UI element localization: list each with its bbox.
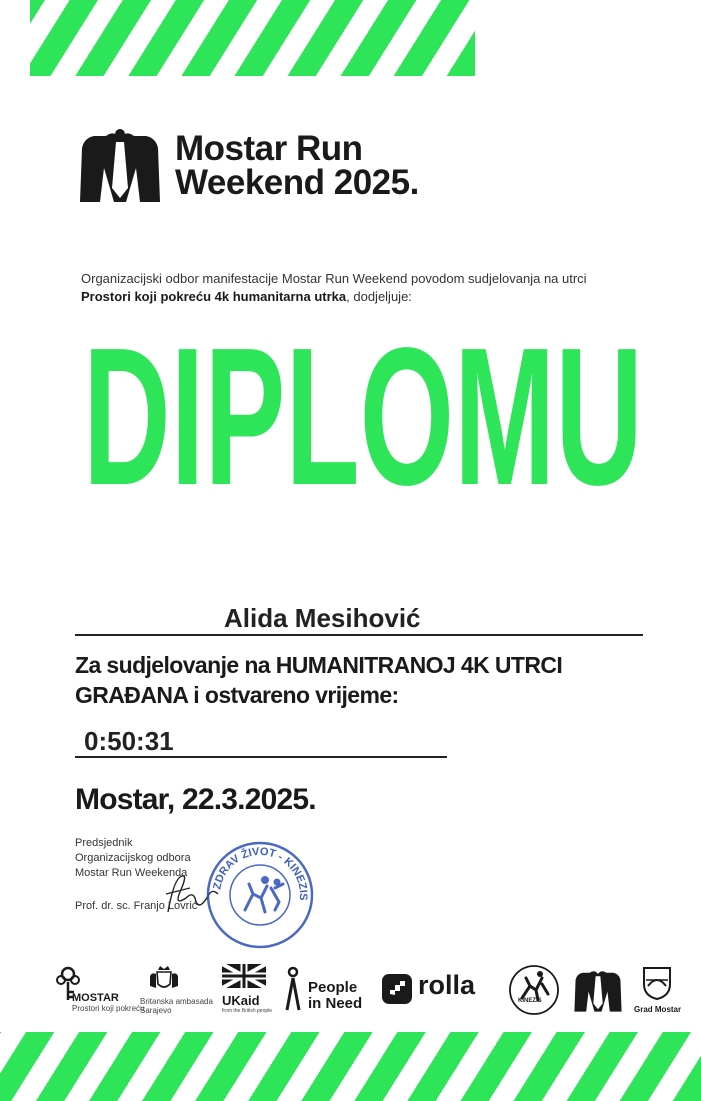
brand-line-1: Mostar Run	[175, 129, 363, 168]
embassy-line-1: Britanska ambasada	[140, 997, 213, 1006]
partner-grad-mostar	[634, 966, 694, 1014]
top-stripes	[30, 0, 475, 76]
pin-line-1: People	[308, 979, 358, 996]
award-line-2: GRAĐANA i ostvareno vrijeme:	[75, 682, 399, 708]
stamp-text: ZDRAV ŽIVOT - KINEZIS	[211, 845, 310, 901]
embassy-line-2: Sarajevo	[140, 1006, 172, 1015]
signer-line-1: Predsjednik	[75, 837, 133, 849]
award-text	[75, 650, 675, 710]
city-crest-icon	[642, 966, 672, 1000]
recipient-underline	[75, 634, 643, 636]
rolla-name: rolla	[418, 970, 476, 1000]
pin-line-2: in Need	[308, 995, 363, 1012]
diploma-title	[78, 306, 648, 494]
ukaid-sub: from the British people	[222, 1008, 273, 1014]
place-date: Mostar, 22.3.2025.	[75, 783, 316, 816]
partner-mostar	[54, 966, 145, 1013]
finish-time: 0:50:31	[84, 726, 174, 756]
partner-logos	[50, 960, 690, 1022]
runner-logo-icon	[78, 128, 162, 206]
signer-line-3: Mostar Run Weekenda	[75, 867, 188, 879]
person-icon	[284, 966, 302, 1014]
diploma-title-text: DIPLOMU	[83, 307, 643, 494]
recipient-name: Alida Mesihović	[224, 603, 421, 633]
stamp-icon	[205, 840, 315, 950]
ukaid-name: UKaid	[222, 993, 260, 1008]
grad-mostar-name: Grad Mostar	[634, 1005, 682, 1014]
event-brand	[175, 129, 419, 202]
kinezis-logo-icon	[508, 964, 560, 1016]
rolla-icon	[382, 974, 412, 1004]
royal-crest-icon	[146, 964, 182, 992]
kinezis-name: KINEZIS	[518, 998, 542, 1004]
intro-text-2: , dodjeljuje:	[346, 289, 412, 304]
intro-text	[81, 270, 661, 306]
runner-logo-small-icon	[572, 968, 624, 1014]
intro-text-1: Organizacijski odbor manifestacije Mostar Run Weekend povodom sudjelovanja na utrci	[81, 271, 587, 286]
mostar-sub: Prostori koji pokreću	[72, 1004, 145, 1013]
union-flag-icon	[222, 964, 266, 988]
partner-ukaid	[222, 964, 282, 1014]
award-line-1: Za sudjelovanje na HUMANITRANOJ 4K UTRCI	[75, 652, 563, 678]
signer-name: Prof. dr. sc. Franjo Lovrić	[75, 900, 198, 912]
partner-embassy	[140, 964, 230, 1015]
time-underline	[75, 756, 447, 758]
race-name: Prostori koji pokreću 4k humanitarna utrka	[81, 289, 347, 304]
signer-line-2: Organizacijskog odbora	[75, 852, 191, 864]
brand-line-2: Weekend 2025.	[175, 163, 419, 202]
partner-kinezis	[508, 964, 560, 1021]
bottom-stripes	[0, 1032, 701, 1101]
mostar-name: MOSTAR	[72, 992, 119, 1004]
